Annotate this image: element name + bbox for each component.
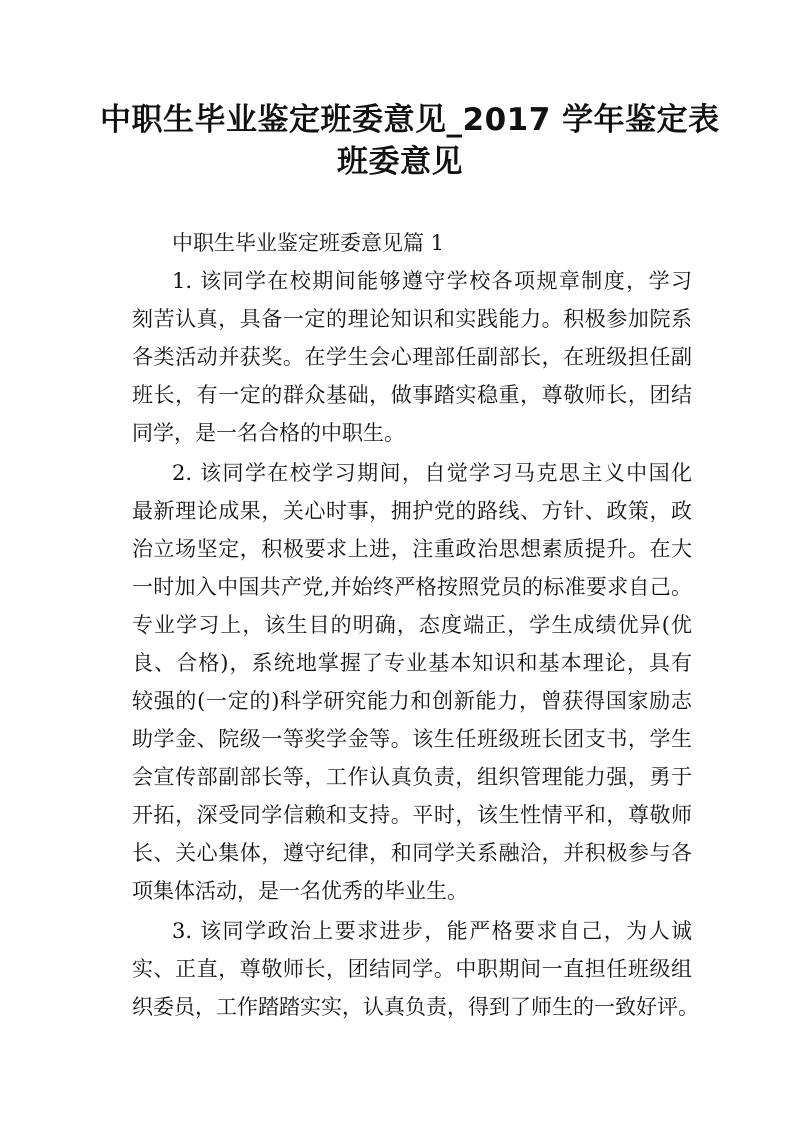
paragraph-2-line-9: 会宣传部副部长等，工作认真负责，组织管理能力强，勇于 [132, 765, 692, 789]
paragraph-2-line-2: 最新理论成果，关心时事，拥护党的路线、方针、政策，政 [132, 499, 692, 523]
paragraph-3-line-3: 织委员，工作踏踏实实，认真负责，得到了师生的一致好评。 [132, 995, 699, 1019]
paragraph-2-line-4: 一时加入中国共产党,并始终严格按照党员的标准要求自己。 [132, 575, 692, 599]
document-title-line-2: 班委意见 [337, 144, 463, 180]
paragraph-2-line-10: 开拓，深受同学信赖和支持。平时，该生性情平和，尊敬师 [132, 803, 692, 827]
document-title-line-1: 中职生毕业鉴定班委意见_2017 学年鉴定表 [100, 102, 720, 138]
paragraph-2-line-6: 良、合格)，系统地掌握了专业基本知识和基本理论，具有 [132, 651, 692, 675]
paragraph-2-line-11: 长、关心集体，遵守纪律，和同学关系融洽，并积极参与各 [132, 841, 692, 865]
paragraph-2-line-7: 较强的(一定的)科学研究能力和创新能力，曾获得国家励志 [132, 689, 692, 713]
paragraph-1-line-4: 班长，有一定的群众基础，做事踏实稳重，尊敬师长，团结 [132, 383, 692, 407]
paragraph-1-line-5: 同学，是一名合格的中职生。 [132, 421, 405, 445]
paragraph-1-line-1: 1. 该同学在校期间能够遵守学校各项规章制度，学习 [172, 269, 692, 293]
paragraph-2-line-5: 专业学习上，该生目的明确，态度端正，学生成绩优异(优 [132, 613, 692, 637]
paragraph-3-line-2: 实、正直，尊敬师长，团结同学。中职期间一直担任班级组 [132, 957, 692, 981]
paragraph-1-line-2: 刻苦认真，具备一定的理论知识和实践能力。积极参加院系 [132, 307, 692, 331]
paragraph-2-line-8: 助学金、院级一等奖学金等。该生任班级班长团支书，学生 [132, 727, 692, 751]
paragraph-3-line-1: 3. 该同学政治上要求进步，能严格要求自己，为人诚 [172, 919, 692, 943]
section-heading: 中职生毕业鉴定班委意见篇 1 [172, 231, 445, 255]
paragraph-2-line-12: 项集体活动，是一名优秀的毕业生。 [132, 879, 468, 903]
paragraph-2-line-1: 2. 该同学在校学习期间，自觉学习马克思主义中国化 [172, 461, 692, 485]
paragraph-2-line-3: 治立场坚定，积极要求上进，注重政治思想素质提升。在大 [132, 537, 692, 561]
paragraph-1-line-3: 各类活动并获奖。在学生会心理部任副部长，在班级担任副 [132, 345, 692, 369]
